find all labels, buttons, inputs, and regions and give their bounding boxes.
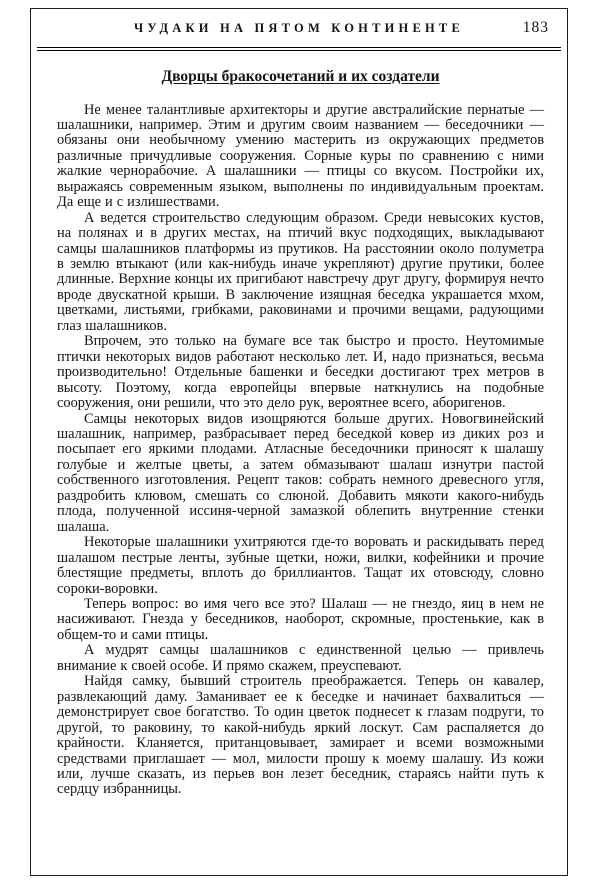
paragraph: Некоторые шалашники ухитряются где-то воровать и раскидывать перед шалашом пестрые ленты, зубные щетки, ножи, вилки, кофейники и прочие блестящие предметы, вплоть до бриллиантов. Тащат их отовсюду, словно сороки-воровки. [57, 534, 544, 597]
paragraph: А мудрят самцы шалашников с единственной целью — привлечь внимание к своей особе. И прямо скажем, преуспевают. [57, 642, 544, 674]
paragraph: Самцы некоторых видов изощряются больше других. Новогвинейский шалашник, например, разбрасывает перед беседкой ковер из диких роз и посыпает его яркими плодами. Атласные беседочники приносят к шалашу голубые и желтые цветы, а затем обмазывают шалаш изнутри пастой собственного изготовления. Рецепт таков: собрать немного древесного угля, раздробить клювом, смешать со слюной. Добавить мякоти какого-нибудь плода, полученной иссиня-черной замазкой облепить внутренние стенки шалаша. [57, 410, 544, 535]
page-content [57, 68, 544, 798]
paragraph: Впрочем, это только на бумаге все так быстро и просто. Неутомимые птички некоторых видов работают несколько лет. И, надо признаться, весьма производительно! Отдельные башенки и беседки достигают трех метров в высоту. Поэтому, когда европейцы впервые наткнулись на подобные сооружения, они решили, что это дело рук, вероятнее всего, аборигенов. [57, 333, 544, 412]
page-frame [30, 8, 568, 876]
paragraph: А ведется строительство следующим образом. Среди невысоких кустов, на полянах и в других местах, на птичий вкус подходящих, выкладывают самцы шалашников платформы из прутиков. На расстоянии около полуметра в землю втыкают (или как-нибудь иначе укрепляют) другие прутики, более длинные. Верхние концы их пригибают навстречу друг другу, формируя нечто вроде двускатной крыши. В заключение изящная беседка украшается мхом, цветками, листьями, грибками, раковинами и прочими вещами, радующими глаз шалашников. [57, 209, 544, 334]
running-header [41, 20, 557, 40]
paragraph: Не менее талантливые архитекторы и другие австралийские пернатые — шалашники, например. Этим и другим своим названием — беседочники — обязаны они необычному умению мастерить из окружающих предметов различные причудливые сооружения. Сорные куры по сравнению с ними жалкие чернорабочие. А шалашники — птицы со вкусом. Постройки их, выражаясь современным языком, выполнены по индивидуальным проектам. Да еще и с излишествами. [57, 101, 544, 211]
header-rule [37, 47, 561, 51]
paragraph: Найдя самку, бывший строитель преображается. Теперь он кавалер, развлекающий даму. Заманивает ее к беседке и начинает бахвалиться — демонстрирует свое богатство. То один цветок поднесет к глазам подруги, то другой, то раковину, то какой-нибудь яркий лоскут. Сам распаляется до крайности. Кланяется, пританцовывает, замирает и всеми возможными средствами приглашает — мол, милости прошу к моему шалашу. Из кожи или, лучше сказать, из перьев вон лезет беседник, стараясь найти путь к сердцу избранницы. [57, 673, 544, 798]
running-header-title: ЧУДАКИ НА ПЯТОМ КОНТИНЕНТЕ [134, 21, 464, 35]
page-number: 183 [522, 19, 549, 36]
paragraph: Теперь вопрос: во имя чего все это? Шалаш — не гнездо, яиц в нем не насиживают. Гнезда у беседников, наоборот, скромные, простенькие, как в общем-то и сами птицы. [57, 596, 544, 643]
section-title: Дворцы бракосочетаний и их создатели [161, 67, 440, 85]
